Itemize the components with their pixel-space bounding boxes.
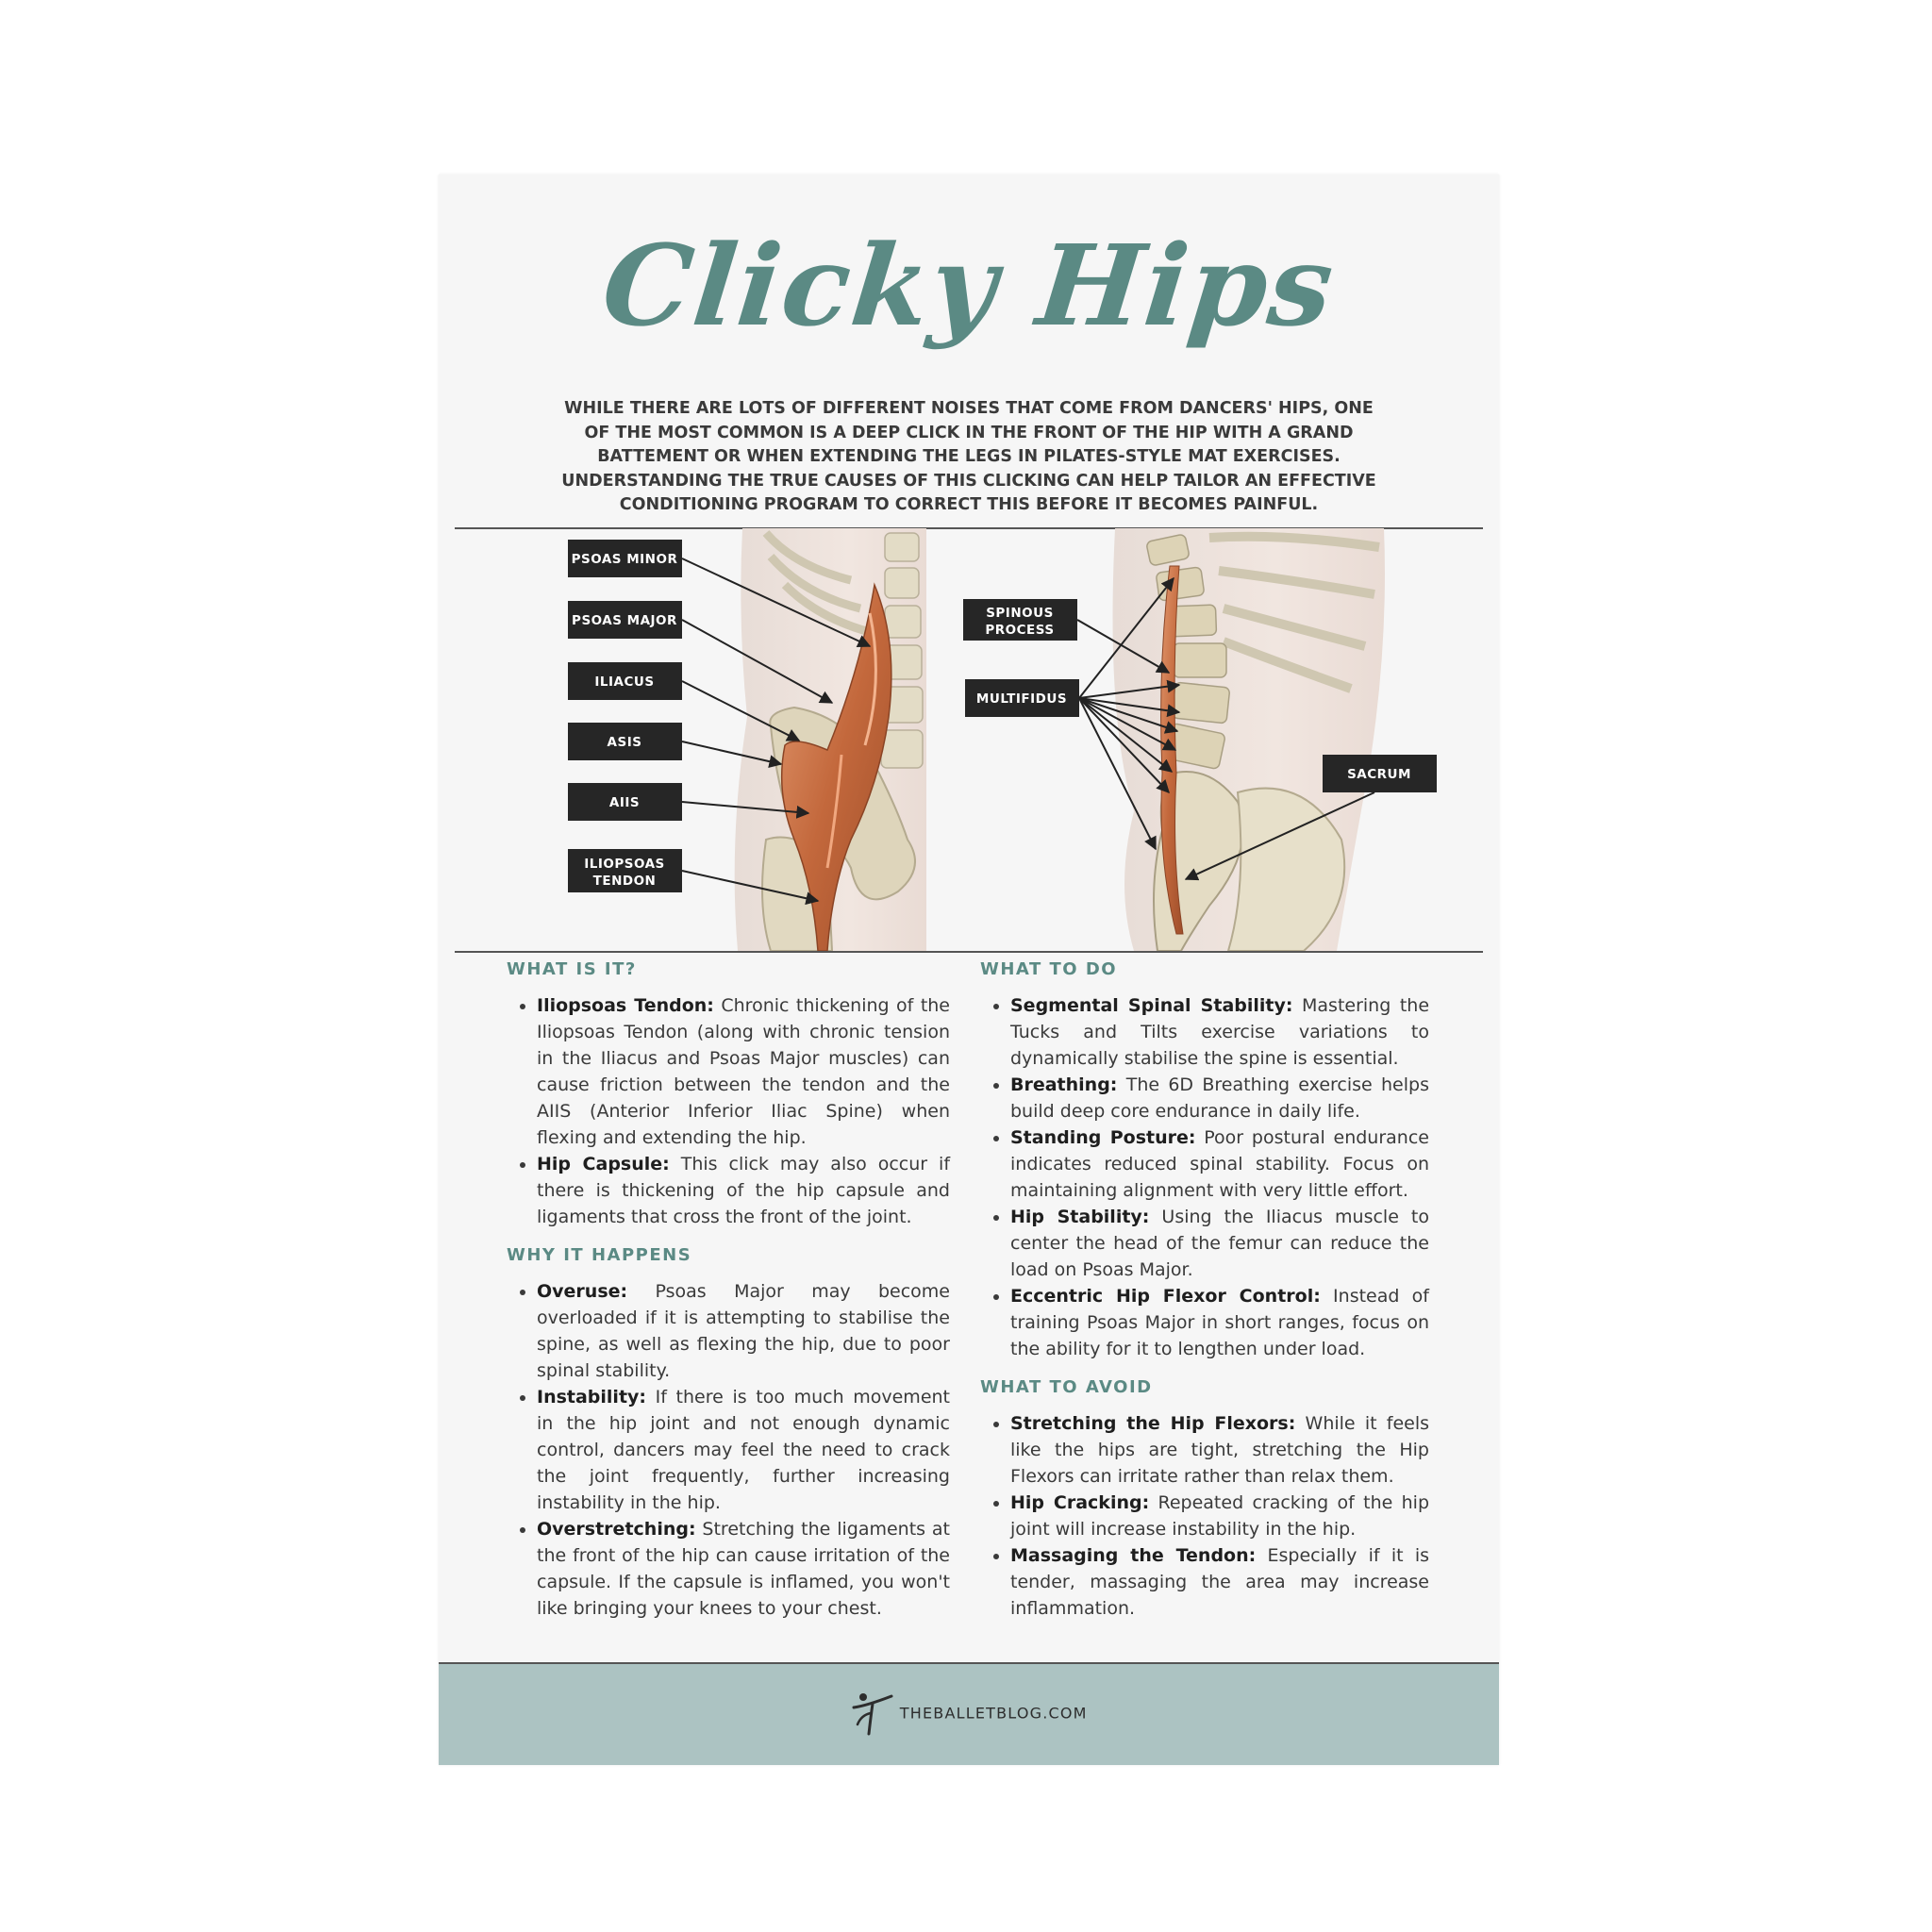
why-it-happens-heading: WHY IT HAPPENS: [507, 1245, 692, 1265]
anatomy-figure: [455, 528, 1483, 951]
what-to-avoid-heading: WHAT TO AVOID: [980, 1377, 1153, 1397]
list-item: • Hip Capsule: This click may also occur if there is thickening of the hip capsule and ligaments that cross the front of the joint.: [537, 1151, 950, 1230]
list-item: • Breathing: The 6D Breathing exercise helps build deep core endurance in daily life.: [1010, 1072, 1429, 1124]
label-iliopsoas: ILIOPSOAS: [584, 857, 665, 872]
label-process: PROCESS: [985, 623, 1055, 638]
list-item: • Overuse: Psoas Major may become overloaded if it is attempting to stabilise the spine, as well as flexing the hip, due to poor spinal stability.: [537, 1278, 950, 1384]
what-to-do-heading: WHAT TO DO: [980, 959, 1118, 979]
intro-paragraph: WHILE THERE ARE LOTS OF DIFFERENT NOISES THAT COME FROM DANCERS' HIPS, ONE OF THE MOST COMMON IS A DEEP CLICK IN THE FRONT OF THE HIP WITH A GRAND BATTEMENT OR WHEN EXTENDING THE LEGS IN PILATES-STYLE MAT EXERCISES. UNDERSTANDING THE TRUE CAUSES OF THIS CLICKING CAN HELP TAILOR AN EFFECTIVE CONDITIONING PROGRAM TO CORRECT THIS BEFORE IT BECOMES PAINFUL.: [561, 399, 1376, 514]
list-item: • Stretching the Hip Flexors: While it feels like the hips are tight, stretching the Hip Flexors can irritate rather than relax them.: [1010, 1410, 1429, 1490]
label-iliacus: ILIACUS: [594, 675, 655, 690]
list-item: • Eccentric Hip Flexor Control: Instead of training Psoas Major in short ranges, focus on the ability for it to lengthen under load.: [1010, 1283, 1429, 1362]
list-item: • Iliopsoas Tendon: Chronic thickening of the Iliopsoas Tendon (along with chronic tension in the Iliacus and Psoas Major muscles) can cause friction between the tendon and the AIIS (Anterior Inferior Iliac Spine) when flexing and extending the hip.: [537, 992, 950, 1151]
list-item: • Overstretching: Stretching the ligaments at the front of the hip can cause irritation of the capsule. If the capsule is inflamed, you won't like bringing your knees to your chest.: [537, 1516, 950, 1622]
footer-brand: [439, 1690, 1499, 1736]
label-multifidus: MULTIFIDUS: [975, 691, 1068, 707]
why-it-happens-list: [507, 1278, 950, 1622]
list-item: • Hip Cracking: Repeated cracking of the hip joint will increase instability in the hip.: [1010, 1490, 1429, 1542]
label-sacrum: SACRUM: [1347, 767, 1411, 782]
anatomy-illustration: [455, 528, 1483, 951]
list-item: • Instability: If there is too much movement in the hip joint and not enough dynamic control, dancers may feel the need to crack the joint frequently, further increasing instability in the hip.: [537, 1384, 950, 1516]
list-item: • Standing Posture: Poor postural endurance indicates reduced spinal stability. Focus on maintaining alignment with very little effort.: [1010, 1124, 1429, 1204]
footer-site: THEBALLETBLOG.COM: [899, 1704, 1088, 1723]
right-column: [980, 959, 1429, 1637]
left-column: [507, 959, 950, 1637]
front-hip-illustration: [735, 528, 926, 951]
what-to-avoid-list: [980, 1410, 1429, 1622]
label-asis: ASIS: [607, 735, 642, 750]
label-aiis: AIIS: [608, 795, 641, 810]
figure-divider: [455, 951, 1483, 953]
label-spinous: SPINOUS: [986, 606, 1054, 621]
list-item: • Hip Stability: Using the Iliacus muscle to center the head of the femur can reduce the load on Psoas Major.: [1010, 1204, 1429, 1283]
what-is-it-heading: WHAT IS IT?: [507, 959, 637, 979]
what-is-it-list: [507, 992, 950, 1230]
what-to-do-list: [980, 992, 1429, 1362]
footer: [439, 1662, 1499, 1765]
dancer-icon: [850, 1690, 893, 1736]
page-title: Clicky Hips: [596, 220, 1341, 351]
label-tendon: TENDON: [592, 874, 657, 889]
list-item: • Segmental Spinal Stability: Mastering the Tucks and Tilts exercise variations to dynamically stabilise the spine is essential.: [1010, 992, 1429, 1072]
label-psoas-minor: PSOAS MINOR: [571, 552, 678, 567]
list-item: • Massaging the Tendon: Especially if it is tender, massaging the area may increase inflammation.: [1010, 1542, 1429, 1622]
poster: [439, 175, 1499, 1765]
label-psoas-major: PSOAS MAJOR: [572, 613, 677, 628]
side-spine-illustration: [1113, 528, 1386, 951]
